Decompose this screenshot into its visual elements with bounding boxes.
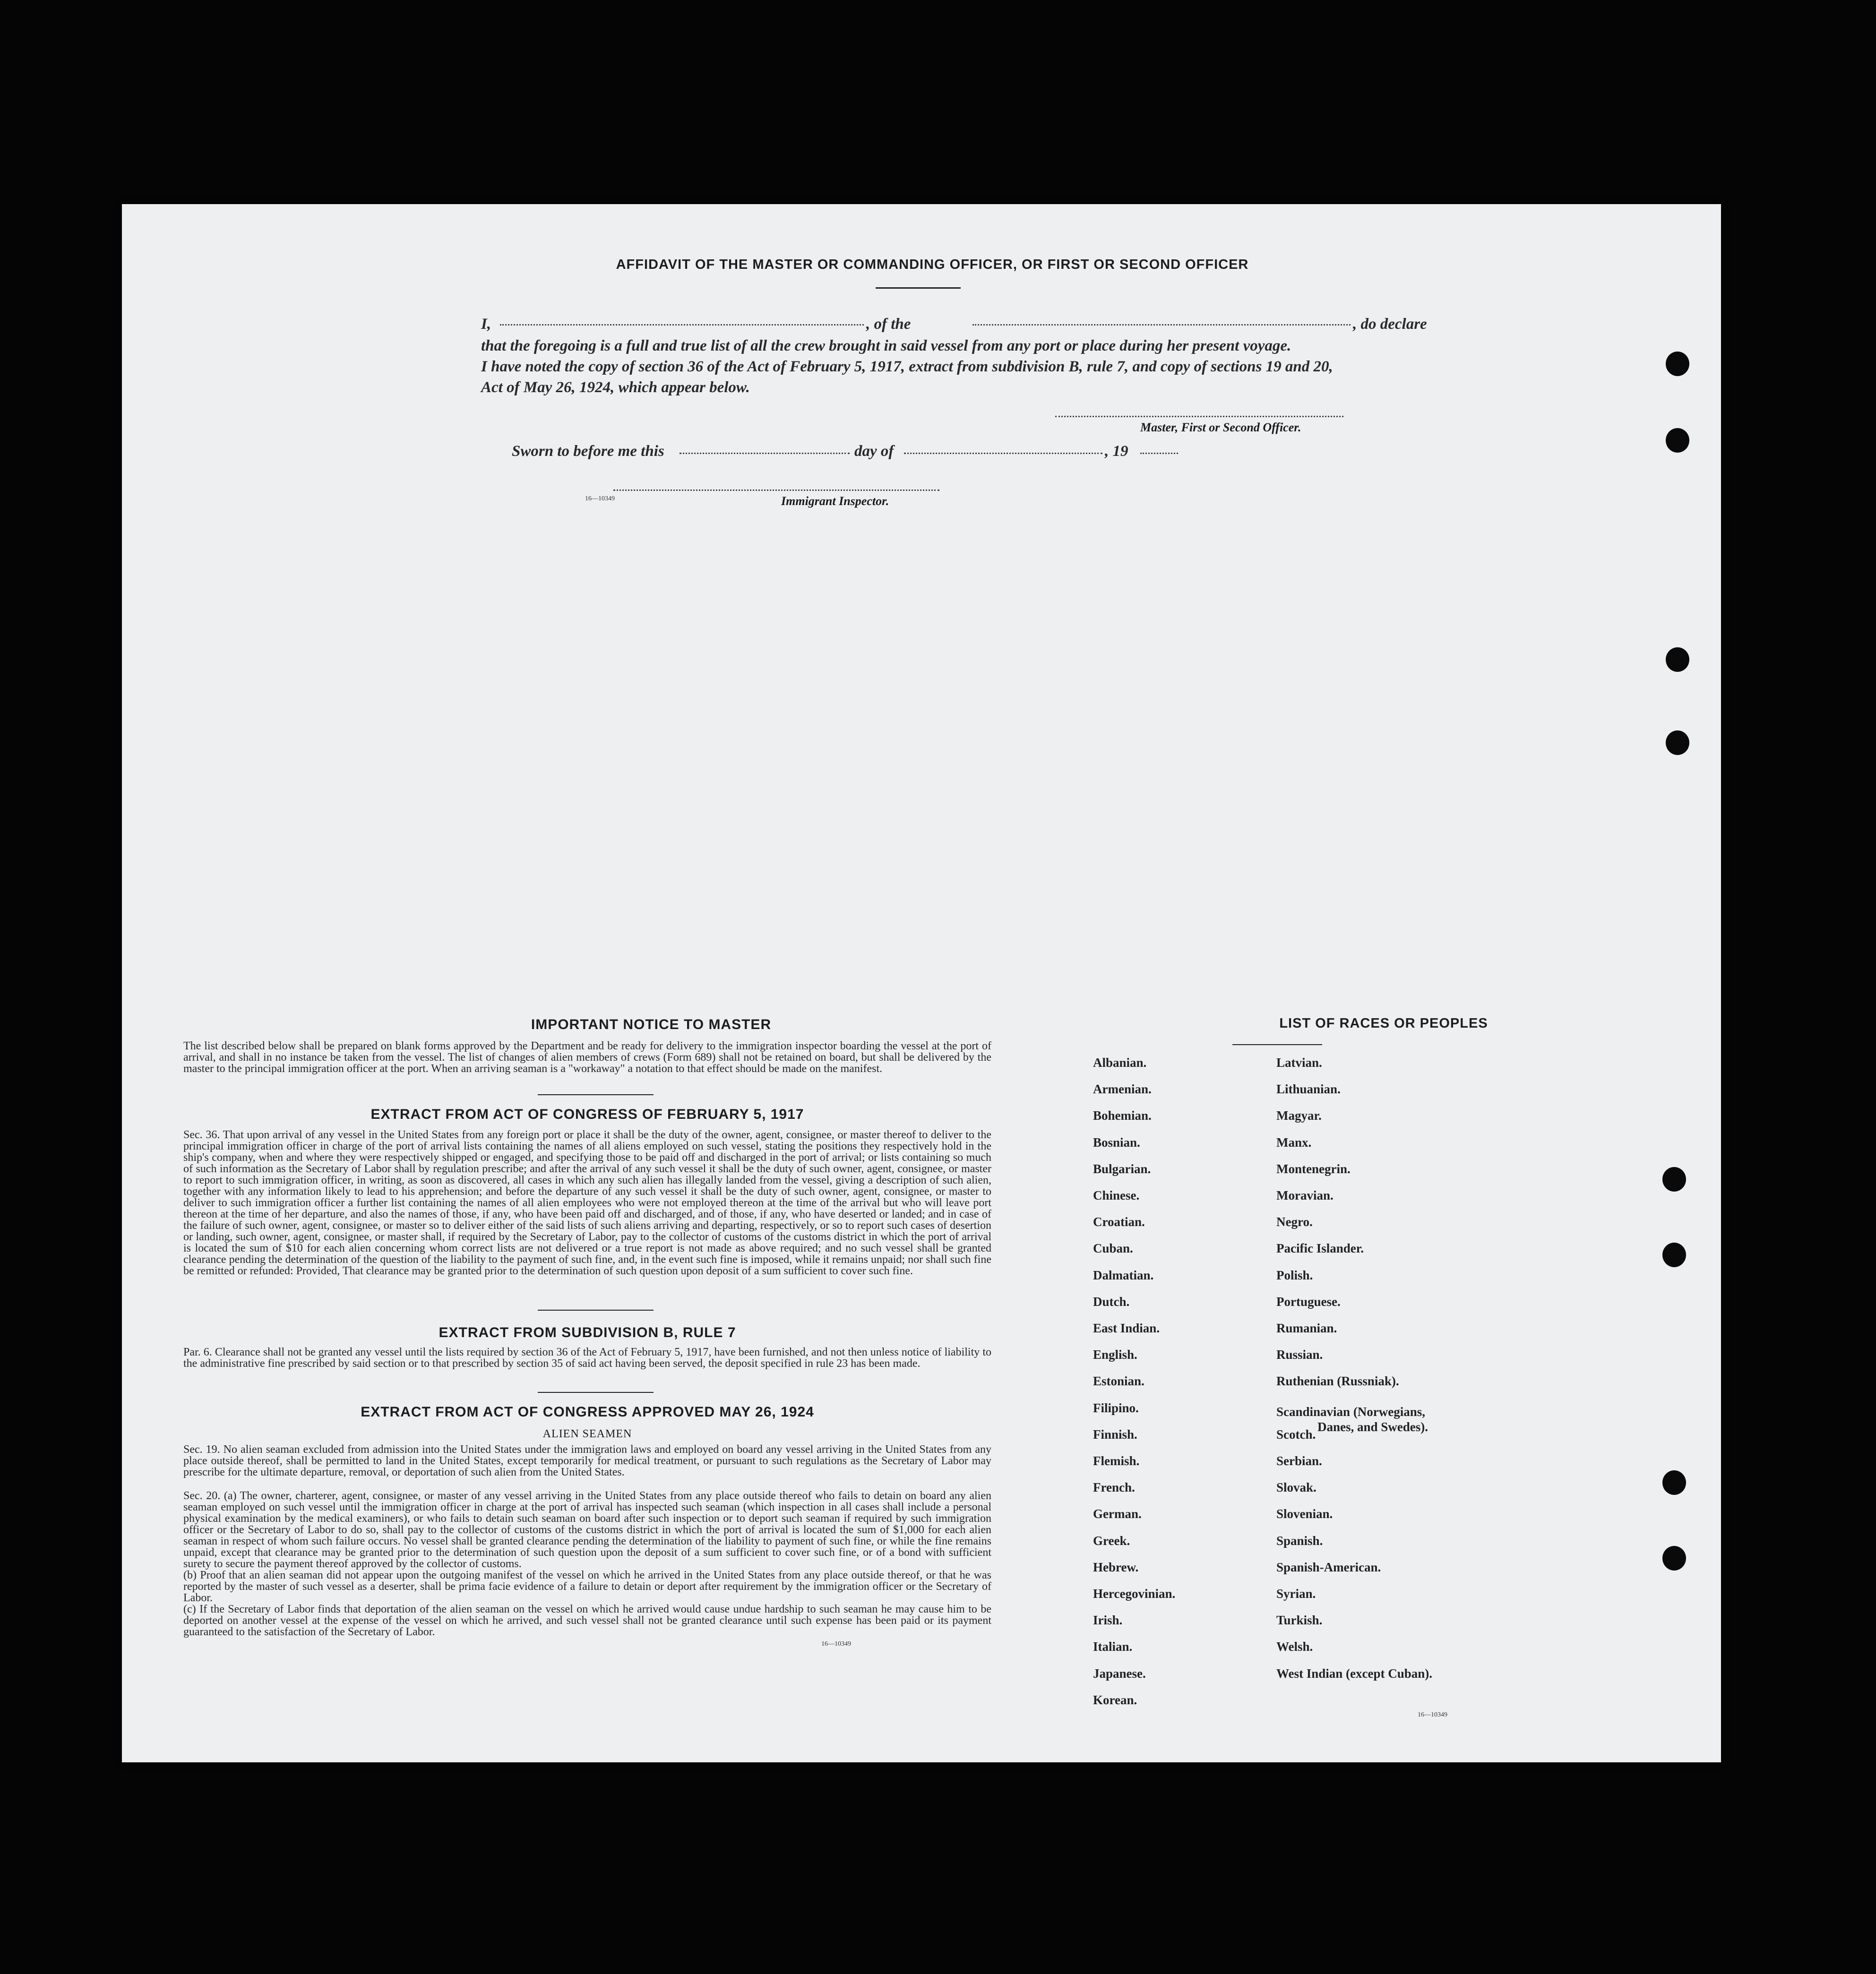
extract-1917-title: EXTRACT FROM ACT OF CONGRESS OF FEBRUARY 5, 1917 xyxy=(370,1107,804,1122)
race-item: Serbian. xyxy=(1276,1454,1322,1468)
race-item: Bulgarian. xyxy=(1093,1161,1151,1176)
race-item: Chinese. xyxy=(1093,1188,1140,1202)
race-item: Polish. xyxy=(1276,1268,1313,1282)
sworn-prefix: Sworn to before me this xyxy=(512,443,664,460)
race-item: Japanese. xyxy=(1093,1666,1146,1681)
race-item: English. xyxy=(1093,1347,1137,1362)
race-item: Scotch. xyxy=(1276,1427,1316,1442)
race-item: Welsh. xyxy=(1276,1639,1313,1654)
sec-20b-text: (b) Proof that an alien seaman did not appear upon the outgoing manifest of the vessel on which he arrived in the United States from any place outside thereof, or that he was reported by the master of such vessel as a deserter, shall be prima facie evidence of a failure to detain or deport after requirement by the immigration officer or the Secretary of Labor. xyxy=(183,1569,991,1604)
sec-19-text: Sec. 19. No alien seaman excluded from admission into the United States under the immigration laws and employed on board any vessel arriving in the United States from any place outside thereof, shall be permitted to land in the United States, except temporarily for medical treatment, or pursuant to such regulations as the Secretary of Labor may prescribe for the ultimate departure, removal, or deportation of such alien from the United States. xyxy=(183,1443,991,1478)
sworn-day-blank[interactable] xyxy=(680,453,850,454)
race-item: Hercegovinian. xyxy=(1093,1587,1176,1601)
race-item: West Indian (except Cuban). xyxy=(1276,1666,1433,1681)
signature-label: Master, First or Second Officer. xyxy=(1140,421,1301,434)
notice-title: IMPORTANT NOTICE TO MASTER xyxy=(531,1017,772,1032)
divider-3 xyxy=(538,1392,654,1393)
race-item: Slovenian. xyxy=(1276,1507,1333,1521)
extract-1924-subtitle: ALIEN SEAMEN xyxy=(542,1428,632,1440)
title-divider xyxy=(876,287,961,289)
race-item: Finnish. xyxy=(1093,1427,1137,1442)
race-item: Dalmatian. xyxy=(1093,1268,1154,1282)
punch-hole xyxy=(1662,1167,1686,1192)
races-form-number: 16—10349 xyxy=(1418,1711,1447,1718)
affidavit-line-2: that the foregoing is a full and true list of all the crew brought in said vessel from any port or place during her present voyage. xyxy=(481,337,1291,354)
sworn-day-of: day of xyxy=(854,443,894,460)
race-item: Dutch. xyxy=(1093,1294,1130,1309)
race-item: Montenegrin. xyxy=(1276,1161,1351,1176)
race-item: Scandinavian (Norwegians, xyxy=(1276,1404,1426,1419)
race-item: Negro. xyxy=(1276,1215,1313,1229)
document-page xyxy=(122,204,1721,1762)
affidavit-title: AFFIDAVIT OF THE MASTER OR COMMANDING OFFICER, OR FIRST OR SECOND OFFICER xyxy=(616,257,1249,272)
punch-hole xyxy=(1666,730,1689,755)
sec-20c-text: (c) If the Secretary of Labor finds that deportation of the alien seaman on the vessel on which he arrived would cause undue hardship to such seaman he may cause him to be deported on another vessel at the expense of the vessel on which he arrived, and such vessel shall not be granted clearance until such expense has been paid or its payment guaranteed to the satisfaction of the Secretary of Labor. xyxy=(183,1603,991,1638)
race-item: Danes, and Swedes). xyxy=(1317,1419,1429,1434)
race-item: Flemish. xyxy=(1093,1454,1140,1468)
affidavit-form-number: 16—10349 xyxy=(585,495,615,502)
race-item: Moravian. xyxy=(1276,1188,1334,1202)
race-item: Croatian. xyxy=(1093,1215,1145,1229)
affidavit-of-the: , of the xyxy=(866,316,911,333)
inspector-blank[interactable] xyxy=(613,489,939,491)
race-item: German. xyxy=(1093,1507,1142,1521)
race-item: Filipino. xyxy=(1093,1400,1139,1415)
race-item: East Indian. xyxy=(1093,1321,1160,1335)
sec-20a-text: Sec. 20. (a) The owner, charterer, agent, consignee, or master of any vessel arriving in the United States from any place outside thereof who fails to detain on board any alien seaman employed on such vessel until the immigration officer in charge at the port of arrival has inspected such seaman (which inspection in all cases shall include a personal physical examination by the medical examiners), or who fails to detain such seaman on board after such inspection or to deport such seaman if required by such immigration officer or the Secretary of Labor to do so, shall pay to the collector of customs of the customs district in which the port of arrival is located the sum of $1,000 for each alien seaman in respect of whom such failure occurs. No vessel shall be granted clearance pending the determination of the liability to payment of such fine, or while the fine remains unpaid, except that clearance may be granted prior to the determination of such question upon the deposit of a sum sufficient to cover such fine, or of a bond with sufficient surety to secure the payment thereof approved by the collector of customs. xyxy=(183,1490,991,1570)
race-item: Manx. xyxy=(1276,1135,1312,1150)
race-item: Spanish. xyxy=(1276,1533,1323,1548)
race-item: Bosnian. xyxy=(1093,1135,1140,1150)
race-item: Portuguese. xyxy=(1276,1294,1341,1309)
race-item: Irish. xyxy=(1093,1613,1123,1628)
race-item: French. xyxy=(1093,1480,1135,1495)
race-item: Pacific Islander. xyxy=(1276,1241,1364,1256)
divider-2 xyxy=(538,1310,654,1311)
race-item: Latvian. xyxy=(1276,1056,1322,1070)
race-item: Greek. xyxy=(1093,1533,1130,1548)
affidavit-line-3: I have noted the copy of section 36 of the Act of February 5, 1917, extract from subdivision B, rule 7, and copy of sections 19 and 20, xyxy=(481,358,1333,375)
race-item: Estonian. xyxy=(1093,1374,1145,1389)
vessel-blank[interactable] xyxy=(972,324,1351,326)
sworn-year-blank[interactable] xyxy=(1140,453,1178,454)
race-item: Russian. xyxy=(1276,1347,1323,1362)
race-item: Hebrew. xyxy=(1093,1560,1139,1574)
punch-hole xyxy=(1666,352,1689,376)
subdivision-b-text: Par. 6. Clearance shall not be granted any vessel until the lists required by section 36 of the Act of February 5, 1917, have been furnished, and not then unless notice of liability to the administrative fine prescribed by said section or to that prescribed by section 35 of said act having been served, the deposit specified in rule 23 has been made. xyxy=(183,1346,991,1370)
inspector-label: Immigrant Inspector. xyxy=(781,494,889,508)
signature-blank[interactable] xyxy=(1055,416,1343,417)
race-item: Albanian. xyxy=(1093,1056,1147,1070)
race-item: Slovak. xyxy=(1276,1480,1317,1495)
race-item: Lithuanian. xyxy=(1276,1082,1341,1097)
race-item: Ruthenian (Russniak). xyxy=(1276,1374,1399,1389)
race-item: Turkish. xyxy=(1276,1613,1323,1628)
punch-hole xyxy=(1666,647,1689,672)
subdivision-b-title: EXTRACT FROM SUBDIVISION B, RULE 7 xyxy=(439,1325,736,1340)
race-item: Cuban. xyxy=(1093,1241,1133,1256)
name-blank[interactable] xyxy=(500,324,864,326)
race-item: Italian. xyxy=(1093,1639,1133,1654)
punch-hole xyxy=(1662,1546,1686,1571)
race-item: Magyar. xyxy=(1276,1108,1322,1123)
race-item: Spanish-American. xyxy=(1276,1560,1381,1574)
punch-hole xyxy=(1662,1243,1686,1267)
race-item: Rumanian. xyxy=(1276,1321,1337,1335)
sworn-year: , 19 xyxy=(1105,443,1128,460)
extract-1917-text: Sec. 36. That upon arrival of any vessel in the United States from any foreign port or place it shall be the duty of the owner, agent, consignee, or master thereof to deliver to the principal immigration officer in charge of the port of arrival lists containing the names of all aliens employed on such vessel, stating the positions they respectively hold in the ship's company, when and where they were respectively shipped or engaged, and specifying those to be paid off and discharged in the port of arrival; or lists containing so much of such information as the Secretary of Labor shall by regulation prescribe; and after the arrival of any such vessel it shall be the duty of such owner, agent, consignee, or master to report to such immigration officer, in writing, as soon as discovered, all cases in which any such alien has illegally landed from the vessel, giving a description of such alien, together with any information likely to lead to his apprehension; and before the departure of any such vessel it shall be the duty of such owner, agent, consignee, or master to deliver to such immigration officer a further list containing the names of all alien employees who were not employed thereon at the time of the arrival but who will leave port thereon at the time of her departure, and also the names of those, if any, who have been paid off and discharged, and of those, if any, who have deserted or landed; and in case of the failure of such owner, agent, consignee, or master so to deliver either of the said lists of such aliens arriving and departing, respectively, or so to report such cases of desertion or landing, such owner, agent, consignee, or master shall, if required by the Secretary of Labor, pay to the collector of customs of the customs district in which the port of arrival is located the sum of $10 for each alien concerning whom correct lists are not delivered or a true report is not made as above required; and no such vessel shall be granted clearance pending the determination of the question of the liability to the payment of such fine, and, in the event such fine is imposed, while it remains unpaid; nor shall such fine be remitted or refunded: Provided, That clearance may be granted prior to the determination of such question upon deposit of a sum sufficient to cover such fine. xyxy=(183,1129,991,1277)
affidavit-declare: , do declare xyxy=(1353,316,1427,333)
races-divider xyxy=(1232,1044,1322,1045)
extract-form-number: 16—10349 xyxy=(821,1640,851,1648)
race-item: Armenian. xyxy=(1093,1082,1152,1097)
punch-hole xyxy=(1666,428,1689,453)
divider-1 xyxy=(538,1094,654,1095)
race-item: Korean. xyxy=(1093,1692,1137,1707)
race-item: Bohemian. xyxy=(1093,1108,1152,1123)
punch-hole xyxy=(1662,1470,1686,1495)
notice-text: The list described below shall be prepared on blank forms approved by the Department and be ready for delivery to the immigration inspector boarding the vessel at the port of arrival, and shall in no instance be taken from the vessel. The list of changes of alien members of crews (Form 689) shall not be retained on board, but shall be delivered by the master to the principal immigration officer at the port. When an arriving seaman is a "workaway" a notation to that effect should be made on the manifest. xyxy=(183,1040,991,1075)
sworn-month-blank[interactable] xyxy=(904,453,1102,454)
race-item: Syrian. xyxy=(1276,1587,1316,1601)
affidavit-i: I, xyxy=(481,316,491,333)
races-title: LIST OF RACES OR PEOPLES xyxy=(1279,1016,1488,1031)
extract-1924-title: EXTRACT FROM ACT OF CONGRESS APPROVED MAY 26, 1924 xyxy=(361,1404,814,1420)
affidavit-line-4: Act of May 26, 1924, which appear below. xyxy=(481,379,750,396)
